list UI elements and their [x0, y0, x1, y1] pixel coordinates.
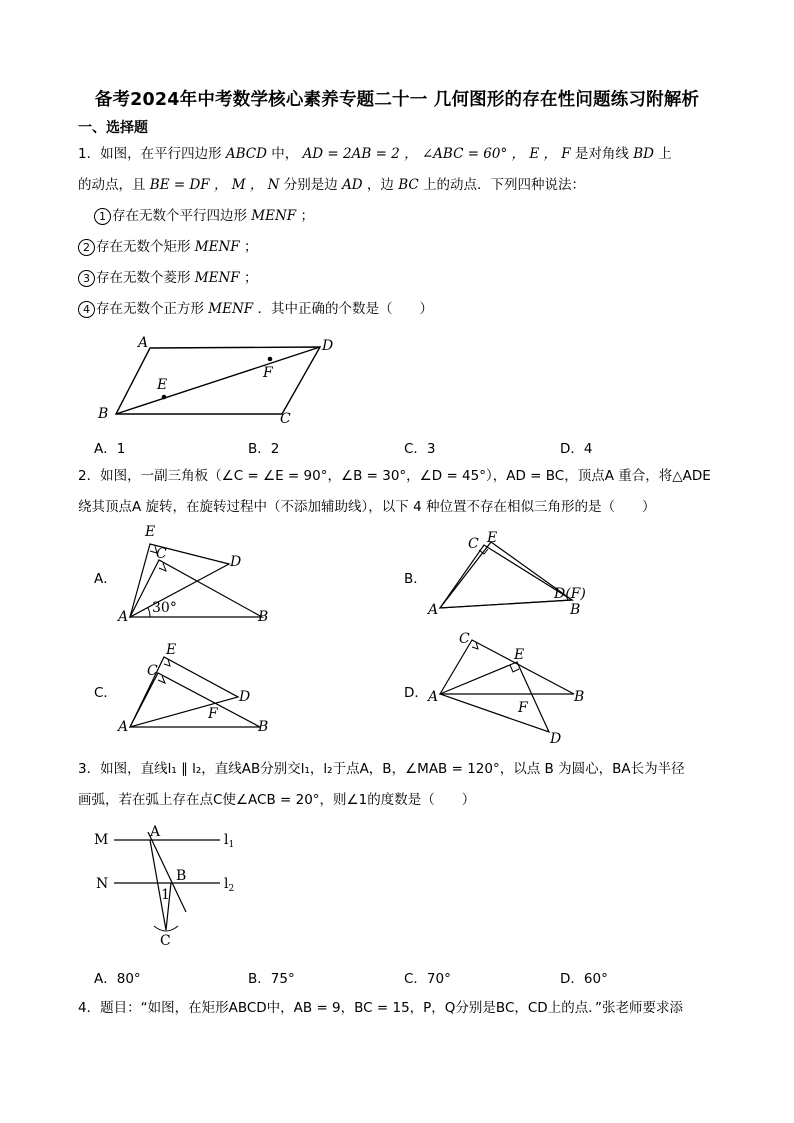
- q1-line1: [78, 145, 672, 163]
- statement-end: ；: [239, 239, 258, 255]
- label-a: A: [150, 824, 161, 840]
- q3-option-b[interactable]: B．75°: [248, 971, 295, 987]
- statement-end: ．其中正确的个数是（ ）: [253, 301, 433, 317]
- statement-text: 存在无数个平行四边形: [112, 208, 252, 224]
- q1-line2-mid2: ，边: [362, 177, 399, 193]
- q3-option-c[interactable]: C．70°: [404, 971, 451, 987]
- statement-text: 存在无数个菱形: [96, 270, 195, 286]
- q2-figure-d: [422, 628, 592, 748]
- statement-shape: MENF: [251, 208, 297, 224]
- q1-conditions-2: BE = DF ， M ， N: [149, 177, 280, 193]
- label-c: C: [160, 933, 171, 949]
- q1-option-d[interactable]: D．4: [560, 441, 593, 457]
- label-a: A: [118, 719, 129, 735]
- label-f: F: [208, 706, 218, 722]
- q1-line2-mid: 分别是边: [279, 177, 343, 193]
- q1-parallelogram-name: ABCD: [225, 146, 267, 162]
- statement-text: 存在无数个矩形: [96, 239, 195, 255]
- label-e: E: [145, 524, 156, 540]
- q3-option-a[interactable]: A．80°: [94, 971, 141, 987]
- label-c: C: [468, 536, 479, 552]
- label-m: M: [94, 832, 109, 848]
- point-e: [162, 395, 167, 400]
- q2-option-c[interactable]: C．: [94, 685, 117, 701]
- q2-line2: 绕其顶点A 旋转，在旋转过程中（不添加辅助线），以下 4 种位置不存在相似三角形的是（ ）: [78, 499, 656, 515]
- point-f: [268, 357, 273, 362]
- label-a: A: [428, 602, 439, 618]
- statement-end: ；: [239, 270, 258, 286]
- statement-text: 存在无数个正方形: [96, 301, 209, 317]
- q1-parallelogram-figure: [90, 330, 350, 430]
- q3-figure: [86, 822, 256, 952]
- label-a: A: [118, 609, 129, 625]
- q1-option-b[interactable]: B．2: [248, 441, 280, 457]
- q2-option-a[interactable]: A．: [94, 571, 117, 587]
- label-d: D: [550, 731, 562, 747]
- q2-option-b[interactable]: B．: [404, 571, 427, 587]
- q1-option-c[interactable]: C．3: [404, 441, 436, 457]
- q1-line1-prefix: 1．如图，在平行四边形: [78, 146, 226, 162]
- label-e: E: [166, 642, 177, 658]
- section-heading: 一、选择题: [78, 120, 148, 136]
- angle-label: 30°: [152, 600, 177, 616]
- triangle-acb: [440, 545, 572, 608]
- label-c: C: [280, 411, 291, 427]
- q4-line1: 4．题目：“如图，在矩形ABCD中，AB = 9，BC = 15，P，Q分别是BC，CD上的点．”张老师要求添: [78, 1000, 683, 1016]
- q2-figure-a: [112, 520, 282, 630]
- label-b: B: [176, 868, 187, 884]
- label-d: D: [239, 689, 251, 705]
- q2-option-d[interactable]: D．: [404, 685, 428, 701]
- q1-statement-3: [78, 269, 257, 287]
- q1-statement-4: [78, 300, 433, 318]
- circled-number: 3: [78, 270, 95, 287]
- triangle-ade: [130, 544, 229, 617]
- q2-figure-c: [112, 640, 282, 740]
- label-c: C: [459, 631, 470, 647]
- label-e: E: [487, 530, 498, 546]
- label-c: C: [147, 663, 158, 679]
- statement-shape: MENF: [194, 239, 240, 255]
- circled-number: 2: [78, 239, 95, 256]
- label-a: A: [428, 689, 439, 705]
- label-f: F: [263, 365, 273, 381]
- triangle-acb: [130, 560, 262, 617]
- label-a: A: [138, 335, 149, 351]
- q3-line2: 画弧，若在弧上存在点C使∠ACB = 20°，则∠1的度数是（ ）: [78, 792, 476, 808]
- label-f: F: [518, 700, 528, 716]
- q1-diagonal-name: BD: [633, 146, 654, 162]
- q1-line2: [78, 176, 585, 194]
- label-b: B: [98, 406, 109, 422]
- q1-line1-mid: 中，: [266, 146, 303, 162]
- label-l1: $l_1$: [224, 832, 235, 850]
- label-b: B: [258, 609, 269, 625]
- q1-line1-end: 上: [653, 146, 672, 162]
- label-e: E: [514, 647, 525, 663]
- circled-number: 4: [78, 301, 95, 318]
- statement-end: ；: [296, 208, 314, 224]
- triangle-ade: [440, 542, 572, 608]
- q1-side-bc: BC: [398, 177, 419, 193]
- statement-shape: MENF: [208, 301, 254, 317]
- q1-side-ad: AD: [342, 177, 363, 193]
- label-l2: $l_2$: [224, 876, 235, 894]
- q1-option-a[interactable]: A．1: [94, 441, 126, 457]
- label-b: B: [258, 719, 269, 735]
- q3-option-d[interactable]: D．60°: [560, 971, 608, 987]
- q2-line1: 2．如图，一副三角板（∠C = ∠E = 90°，∠B = 30°，∠D = 45°），AD = BC，顶点A 重合，将△ADE: [78, 468, 711, 484]
- label-d: D: [322, 338, 334, 354]
- q1-line1-suffix: 是对角线: [570, 146, 634, 162]
- label-b: B: [570, 602, 581, 618]
- q1-statement-2: [78, 238, 257, 256]
- label-n: N: [96, 876, 109, 892]
- label-c: C: [156, 546, 167, 562]
- q1-statement-1: [94, 207, 314, 225]
- document-title: 备考2024年中考数学核心素养专题二十一 几何图形的存在性问题练习附解析: [94, 90, 700, 110]
- q1-line2-prefix: 的动点，且: [78, 177, 150, 193]
- label-b: B: [574, 689, 585, 705]
- q1-conditions: AD = 2AB = 2 ， ∠ABC = 60° ， E ， F: [302, 146, 571, 162]
- label-angle-1: 1: [161, 887, 170, 903]
- statement-shape: MENF: [194, 270, 240, 286]
- q2-figure-b: [422, 522, 592, 622]
- q3-line1: 3．如图，直线l₁ ∥ l₂，直线AB分别交l₁，l₂于点A，B，∠MAB = 120°，以点 B 为圆心，BA长为半径: [78, 761, 685, 777]
- q1-line2-end: 上的动点．下列四种说法：: [418, 177, 586, 193]
- diagonal-bd: [116, 347, 320, 414]
- label-d: D: [230, 554, 242, 570]
- label-df: D(F): [554, 586, 586, 602]
- circled-number: 1: [94, 208, 111, 225]
- label-e: E: [157, 377, 168, 393]
